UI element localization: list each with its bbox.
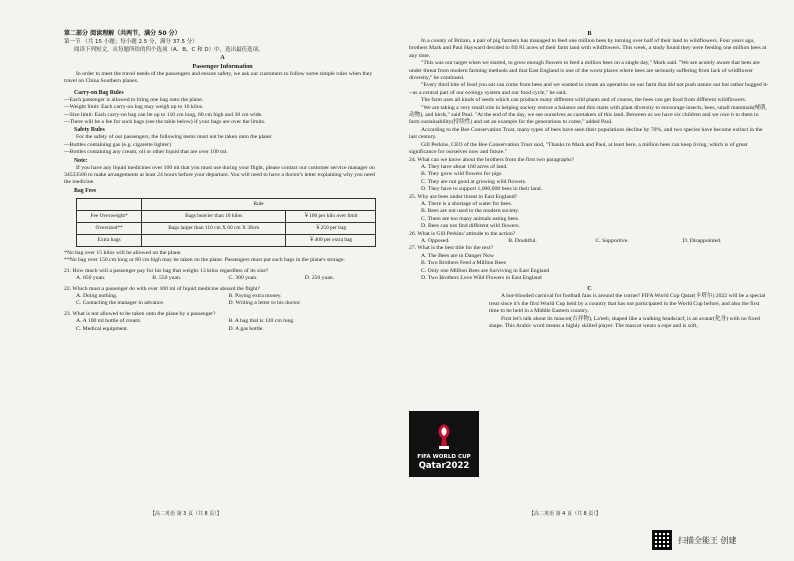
- paragraph: In a county of Britain, a pair of pig farmers has managed to feed one million bees by turning over half of their land to wildflowers. Four years ago, brothers Mark and Paul Hayward decided to fill 81 acres of their farm land with wildflowers. This week, a study found they were feeding one million bees at any time.: [409, 38, 767, 59]
- option: B. They grow wild flowers for pigs.: [421, 171, 503, 178]
- paragraph: Gill Perkins, CEO of the Bee Conservation Trust said, "Thanks to Mark and Paul, at least here, a million bees can keep living, which is of great significance for ourselves now and future.": [409, 141, 748, 156]
- instruction: 阅读下列短文，从每题所给的四个选项（A、B、C 和 D）中，选出最佳选项。: [74, 47, 264, 53]
- section-title: 第二部分 阅读理解（共两节，满分 50 分）: [64, 30, 181, 37]
- option: A. Opposed.: [421, 237, 450, 244]
- paragraph: The farm uses all kinds of seeds which can produce many different wild plants and of course, the bees can get food from different wildflowers.: [421, 97, 747, 104]
- option: B. Paying extra money.: [228, 292, 282, 299]
- option: C. Only one Million Bees are Surviving in East England: [421, 267, 550, 274]
- qr-code-icon: [652, 530, 672, 550]
- table-cell: Extra bags: [77, 234, 142, 246]
- table-cell: Bags heavier than 10 kilos: [142, 210, 286, 222]
- table-cell: [142, 234, 286, 246]
- table-cell: Bags larger than 110 cm X 60 cm X 30cm: [142, 222, 286, 234]
- option: C. Contacting the manager in advance.: [76, 300, 165, 307]
- passage-a-letter: A: [220, 54, 225, 61]
- table-row: [77, 198, 376, 210]
- passage-c-text: [489, 293, 770, 330]
- question-24: 24. What can we know about the brothers from the first two paragraphs?: [409, 156, 574, 163]
- passage-b-letter: B: [587, 30, 592, 37]
- passage-a-intro: In order to meet the travel needs of the passengers and ensure safety, we ask our customers to follow some simple rules when they travel on China Southern planes.: [64, 71, 373, 85]
- paragraph: "Every third bite of food you eat can come from bees and we wanted to create an operation on our farm that did not push nature out but rather hugged it---as a central part of our ecology system and our food cycle," he said.: [409, 82, 769, 96]
- table-cell: ￥100 per kilo over limit: [286, 210, 376, 222]
- question-22: 22. Which must a passenger do with over 100 ml of liquid medicine aboard the flight?: [64, 285, 261, 292]
- option: D. They have to support 1,000,000 bees in their land.: [421, 186, 543, 193]
- table-row: [77, 210, 376, 222]
- foot-note: **No bag over 150 cm long or 80 cm high may be taken on the plane. Passengers must put such bags in the plane's storage.: [64, 257, 345, 264]
- option: B. A bag that is 120 cm long.: [228, 318, 295, 325]
- paragraph: "We are taking a very small role in helping society restore a balance and this starts with plant diversity to encourage insects, bees, small mammals(哺乳动物), and birds," said Paul. "At the end of the day, we see ourselves as caretakers of this land. Between us we have six children and we owe it to them to farm sustainability(持续性) and set an example for the generations to come," added Paul.: [409, 104, 767, 126]
- option: D. Disappointed.: [682, 237, 722, 244]
- question-23: 23. What is not allowed to be taken onto the plane by a passenger?: [64, 310, 216, 317]
- option: C. 300 yuan.: [228, 275, 258, 282]
- question-21: 21. How much will a passenger pay for his bag that weighs 13 kilos regardless of its size?: [64, 267, 269, 274]
- option: C. There are too many animals eating bees.: [421, 215, 520, 222]
- option: A. A 100 ml bottle of cream.: [76, 318, 142, 325]
- options-23: [76, 318, 381, 333]
- part-title: 第一节 （共 15 小题；每小题 2.5 分，满分 37.5 分）: [64, 39, 198, 45]
- safety-intro: For the safety of our passengers, the following items must not be taken onto the plane:: [76, 134, 273, 141]
- carry-rule: ---Size limit: Each carry-on bag can be up to 110 cm long, 60 cm high and 30 cm wide.: [64, 111, 263, 118]
- option: D. A gas bottle.: [228, 325, 264, 332]
- options-21: [76, 275, 381, 282]
- safety-rule: ---Bottles containing gas (e.g. cigarette lighter): [64, 141, 171, 148]
- option: B. Two Brothers Feed a Million Bees: [421, 260, 506, 267]
- carry-rule: ---There will be a fee for such bags (see the table below) if your bags are over the limits.: [64, 119, 266, 126]
- bag-fees-table: [76, 198, 376, 247]
- carry-on-title: Carry-on Bag Rules: [74, 89, 124, 96]
- note-text: If you have any liquid medicines over 100 ml that you must use during your flight, please contact our customer service manager on 34533566 to make arrangements at least 24 hours before your departure. You will need to have a doctor's letter explaining why you need the medicine.: [64, 164, 375, 186]
- fees-title: Bag Fees: [74, 187, 97, 194]
- table-row: [77, 222, 376, 234]
- option: B. Bees are not used to the modern society.: [421, 208, 520, 215]
- carry-rule: ---Each passenger is allowed to bring one bag onto the plane.: [64, 96, 204, 103]
- carry-rule: ---Weight limit: Each carry-on bag may weigh up to 10 kilos.: [64, 104, 204, 111]
- option: C. They are not good at growing wild flowers.: [421, 178, 527, 185]
- table-cell: ￥400 per extra bag: [286, 234, 376, 246]
- table-header: Rule: [142, 198, 376, 210]
- option: A. They have about 160 acres of land.: [421, 163, 508, 170]
- option: A. Doing nothing.: [76, 292, 118, 299]
- option: A. 850 yuan.: [76, 275, 106, 282]
- option: D. Writing a letter to his doctor.: [228, 300, 301, 307]
- option: D. Bees can not find different wild flowers.: [421, 223, 520, 230]
- trophy-icon: [433, 422, 455, 450]
- option: D. Two Brothers Love Wild Flowers in East England: [421, 275, 542, 281]
- option: B. Doubtful.: [508, 237, 537, 244]
- safety-title: Safety Rules: [74, 127, 105, 134]
- right-page: [397, 0, 794, 561]
- world-cup-logo: [409, 411, 479, 477]
- paragraph: A hot-blooded carnival for football fans is around the corner! FIFA World Cup Qatar(卡塔尔) 2022 will be a special treat since it's the first World Cup held by a country that has not participated in the World Cup before, and also the first time to be held in a Middle Eastern country.: [489, 293, 766, 315]
- table-cell: Fee Overweight*: [77, 210, 142, 222]
- note-label: Note:: [74, 157, 88, 164]
- page-footer: 【高二英语 第 3 页（共 8 页）】: [150, 511, 222, 517]
- logo-line2: Qatar2022: [418, 461, 470, 471]
- option: A. The Bees are in Danger Now: [421, 252, 495, 259]
- paragraph: First let's talk about its mascot(吉祥物), La'eeb, shaped like a walking headscarf, is an avatar(化身) with no fixed shape. This Arabic word means a highly skilled player. The mascot wears a rope and is soft,: [489, 315, 760, 330]
- option: B. 550 yuan.: [152, 275, 182, 282]
- option: A. There is a shortage of water for bees.: [421, 200, 513, 207]
- options-22: [76, 293, 381, 308]
- scanner-watermark: [652, 530, 737, 550]
- option: C. Medical equipment.: [76, 325, 129, 332]
- foot-note: *No bag over 15 kilos will be allowed on the plane.: [64, 249, 182, 256]
- table-cell: Oversized**: [77, 222, 142, 234]
- page-footer: 【高二英语 第 4 页（共 8 页）】: [529, 511, 601, 517]
- logo-line1: FIFA WORLD CUP: [417, 454, 471, 460]
- passage-a-title: Passenger Information: [192, 63, 253, 70]
- table-row: [77, 234, 376, 246]
- paragraph: "This was our target when we started, to grow enough flowers to feed a million bees on a single day," Mark said. "We are acutely aware that bees are under threat from modern farming methods and that East England is one of the worst places where bees are seriously suffering from lack of wildflower diversity," he continued.: [409, 60, 760, 82]
- table-cell: ￥250 per bag: [286, 222, 376, 234]
- question-25: 25. Why are bees under threat in East England?: [409, 193, 518, 200]
- option: D. 250 yuan.: [304, 275, 335, 282]
- passage-c-letter: C: [587, 285, 592, 293]
- question-27: 27. What is the best title for the text?: [409, 245, 494, 252]
- option: C. Supportive.: [595, 237, 629, 244]
- paragraph: According to the Bee Conservation Trust, many types of bees have seen their populations decline by 70%, and two species have become extinct in the last century.: [409, 126, 763, 141]
- question-26: 26. What is Gill Perkins' attitude to the action?: [409, 230, 516, 237]
- safety-rule: ---Bottles containing any cream, oil or other liquid that are over 100 ml.: [64, 149, 228, 156]
- scanner-text: 扫描全能王 创建: [678, 535, 737, 545]
